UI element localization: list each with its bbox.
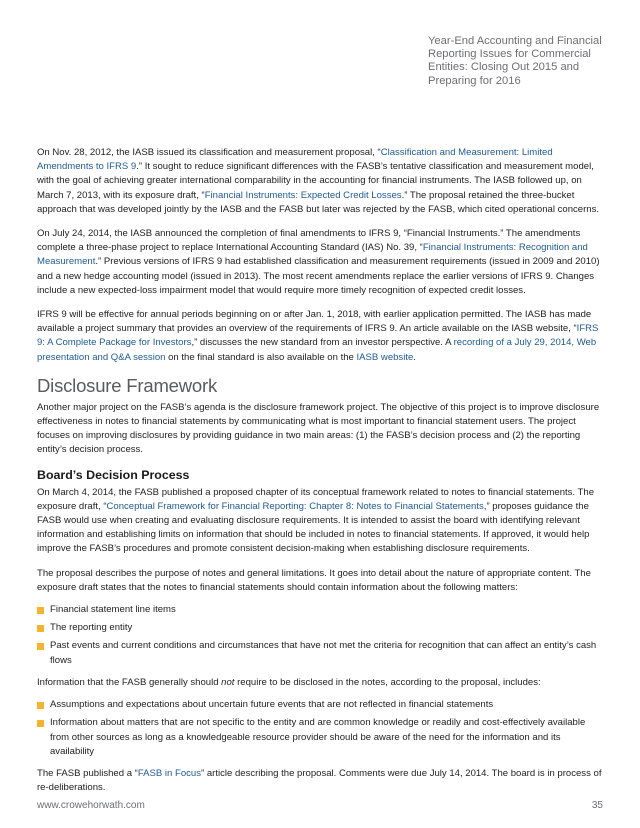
subsection-heading-boards-decision-process: Board’s Decision Process <box>37 467 190 482</box>
link-classification-measurement[interactable]: Classification and Measurement: Limited Amendments to IFRS 9 <box>37 147 553 173</box>
page-content <box>37 146 605 805</box>
paragraph-conceptual-framework: On March 4, 2014, the FASB published a proposed chapter of its conceptual framework related to notes to financial statements. The exposure draft, “Conceptual Framework for Financial Reporting: Chapter 8: Notes to Financial Statements,” proposes guidance the FASB would use when creating and evaluating disclosure requirements. It is intended to assist the board with identifying relevant information and establishing limits on information that should be included in notes to financial statements. If approved, it would help improve the FASB’s procedures and promote consistent decision-making when establishing disclosure requirements. <box>37 486 595 555</box>
square-bullet-icon <box>37 643 44 650</box>
list-item: Information about matters that are not specific to the entity and are common knowledge or readily and cost-effectively available from other sources as long as a knowledgeable resource provider should be aware of the need for the information and its availability <box>37 716 605 759</box>
paragraph-proposal-description: The proposal describes the purpose of notes and general limitations. It goes into detail about the nature of appropriate content. The exposure draft states that the notes to financial statements should contain information about the following matters: <box>37 567 591 593</box>
paragraph-ifrs9-amendments: On July 24, 2014, the IASB announced the completion of final amendments to IFRS 9, “Financial Instruments.” The amendments complete a three-phase project to replace International Accounting Standard (IAS) No. 39, “Financial Instruments: Recognition and Measurement.” Previous versions of IFRS 9 had established classification and measurement requirements (issued in 2009 and 2010) and a new hedge accounting model (issued in 2013). The most recent amendments replace the earlier versions of IFRS 9. Changes include a new expected-loss impairment model that would require more timely recognition of expected credit losses. <box>37 228 600 296</box>
list-item: Assumptions and expectations about uncertain future events that are not reflected in financial statements <box>37 698 605 712</box>
paragraph-iasb-classification: On Nov. 28, 2012, the IASB issued its classification and measurement proposal, “Classification and Measurement: Limited Amendments to IFRS 9.” It sought to reduce significant differences with the FASB’s tentative classification and measurement model, with the goal of achieving greater international comparability in the accounting for financial instruments. The IASB followed up, on March 7, 2013, with its exposure draft, “Financial Instruments: Expected Credit Losses.” The proposal retained the three-bucket approach that was developed jointly by the IASB and the FASB but later was rejected by the FASB, which cited operational concerns. <box>37 147 600 215</box>
list-item: Past events and current conditions and circumstances that have not met the criteria for recognition that can affect an entity’s cash flows <box>37 639 605 667</box>
document-header-title: Year-End Accounting and Financial Reporting Issues for Commercial Entities: Closing Out 2015 and Preparing for 2016 <box>428 35 602 87</box>
link-ifrs9-complete-package[interactable]: IFRS 9: A Complete Package for Investors <box>37 323 599 349</box>
link-iasb-website[interactable]: IASB website <box>356 351 414 363</box>
bullet-list-excluded-matters <box>37 698 605 759</box>
section-heading-disclosure-framework: Disclosure Framework <box>37 374 218 396</box>
paragraph-disclosure-intro: Another major project on the FASB’s agenda is the disclosure framework project. The objective of this project is to improve disclosure effectiveness in notes to financial statements by communicating what is most important to financial statement users. The project focuses on improving disclosures by providing guidance in two main areas: (1) the FASB’s decision process and (2) the reporting entity’s decision process. <box>37 401 600 456</box>
square-bullet-icon <box>37 720 44 727</box>
list-item: Financial statement line items <box>37 603 605 617</box>
link-fasb-in-focus[interactable]: FASB in Focus <box>137 767 201 779</box>
link-conceptual-framework-chapter8[interactable]: Conceptual Framework for Financial Reporting: Chapter 8: Notes to Financial Statements <box>106 500 484 512</box>
link-web-presentation-recording[interactable]: recording of a July 29, 2014, Web presentation and Q&A session <box>37 337 597 363</box>
paragraph-not-required-info: Information that the FASB generally should not require to be disclosed in the notes, according to the proposal, includes: <box>37 676 541 688</box>
paragraph-ifrs9-effective: IFRS 9 will be effective for annual periods beginning on or after Jan. 1, 2018, with earlier application permitted. The IASB has made available a project summary that provides an overview of the requirements of IFRS 9. An article available on the IASB website, “IFRS 9: A Complete Package for Investors,” discusses the new standard from an investor perspective. A recording of a July 29, 2014, Web presentation and Q&A session on the final standard is also available on the IASB website. <box>37 309 599 363</box>
page-number: 35 <box>591 800 603 811</box>
link-expected-credit-losses[interactable]: Financial Instruments: Expected Credit Losses <box>204 189 402 201</box>
footer-website-link[interactable]: www.crowehorwath.com <box>37 800 145 811</box>
square-bullet-icon <box>37 607 44 614</box>
list-item: The reporting entity <box>37 621 605 635</box>
square-bullet-icon <box>37 625 44 632</box>
bullet-list-required-matters <box>37 603 605 668</box>
link-recognition-measurement[interactable]: Financial Instruments: Recognition and Measurement <box>37 242 588 268</box>
square-bullet-icon <box>37 702 44 709</box>
paragraph-fasb-in-focus: The FASB published a “FASB in Focus” article describing the proposal. Comments were due July 14, 2014. The board is in process of re-deliberations. <box>37 767 602 794</box>
